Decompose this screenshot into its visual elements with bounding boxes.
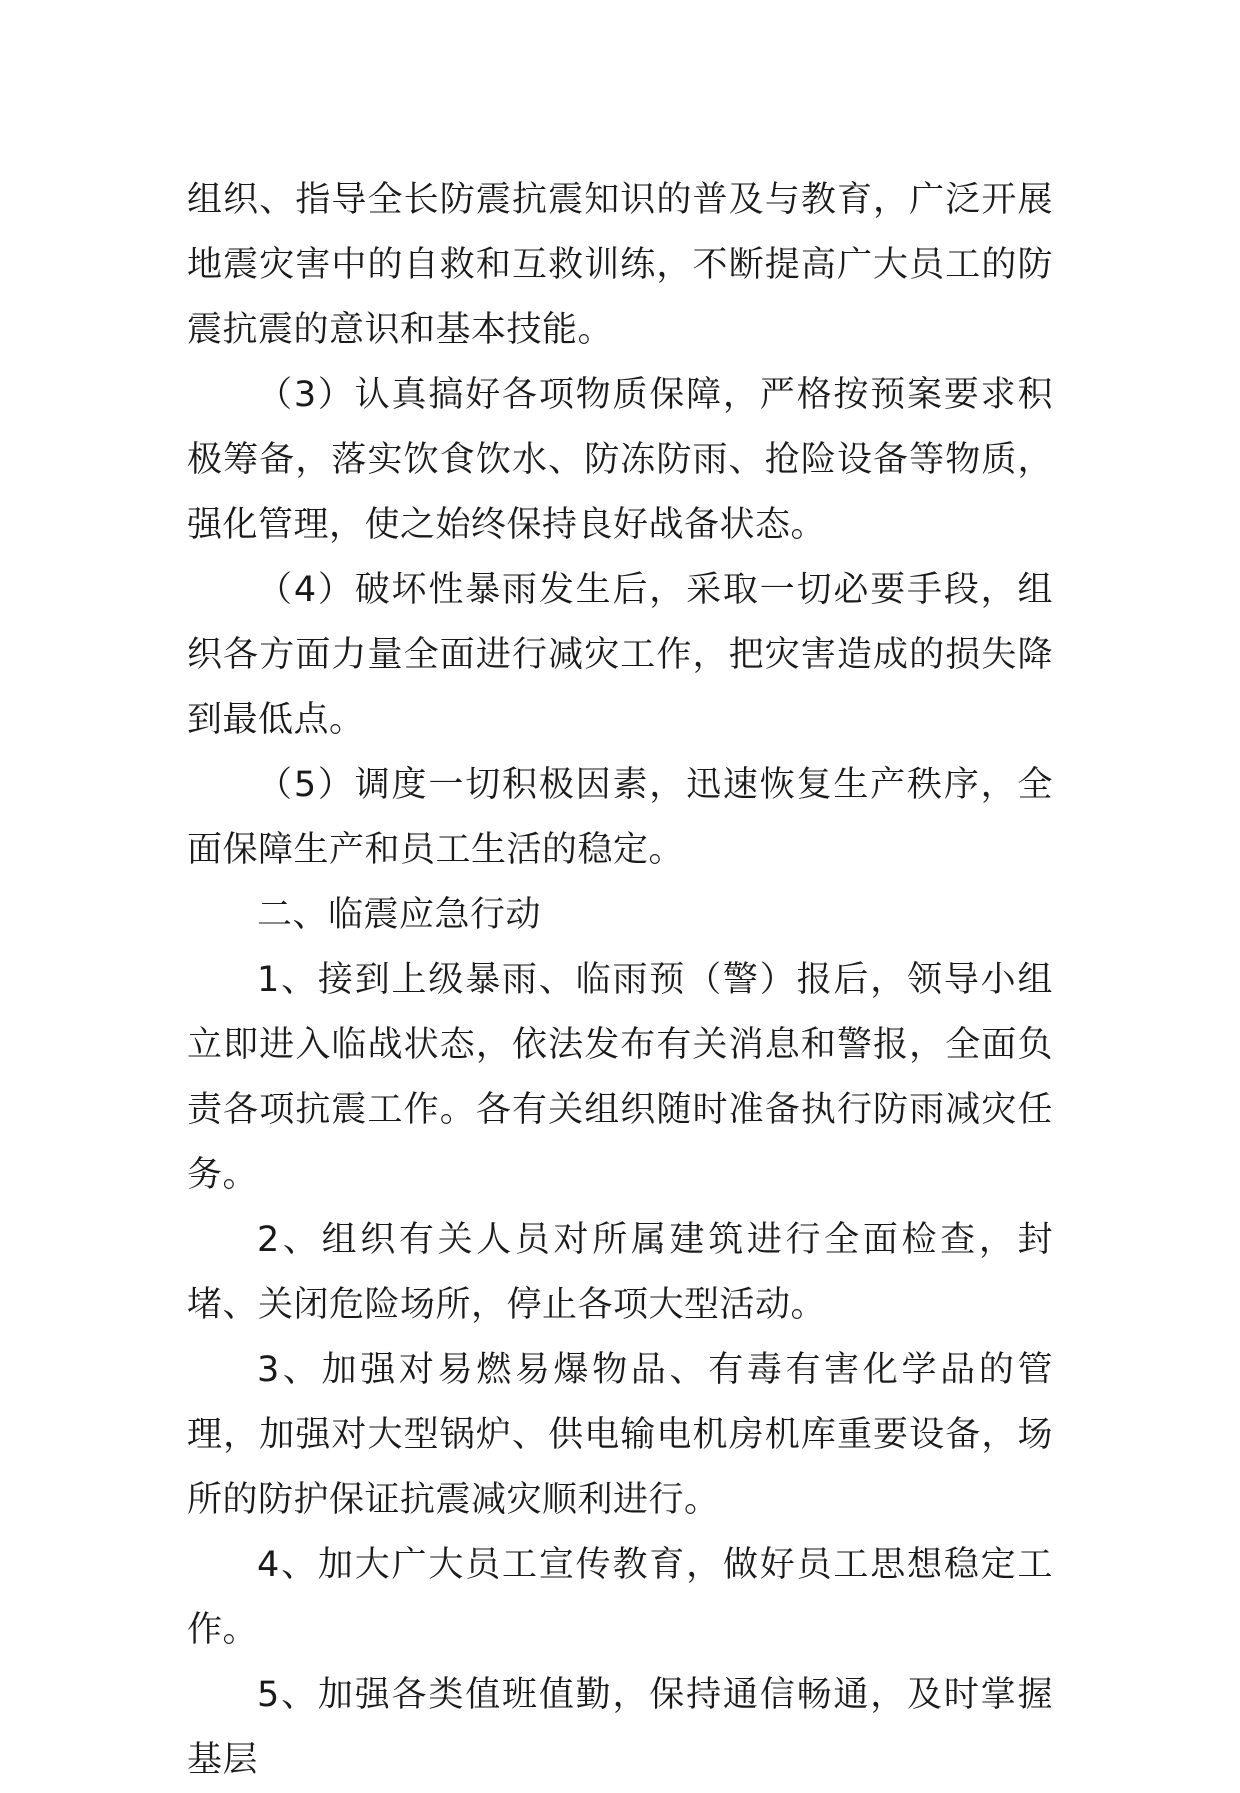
paragraph-item-5: （5）调度一切积极因素，迅速恢复生产秩序，全面保障生产和员工生活的稳定。 xyxy=(187,765,1053,870)
paragraph-item-4: （4）破坏性暴雨发生后，采取一切必要手段，组织各方面力量全面进行减灾工作，把灾害造成的损失降到最低点。 xyxy=(187,570,1053,740)
paragraph-step-2: 2、组织有关人员对所属建筑进行全面检查，封堵、关闭危险场所，停止各项大型活动。 xyxy=(187,1220,1053,1325)
document-page xyxy=(187,168,1053,1793)
paragraph-step-5: 5、加强各类值班值勤，保持通信畅通，及时掌握基层 xyxy=(187,1675,1053,1780)
section-heading: 二、临震应急行动 xyxy=(257,895,542,935)
paragraph-step-3: 3、加强对易燃易爆物品、有毒有害化学品的管理，加强对大型锅炉、供电输电机房机库重要设备，场所的防护保证抗震减灾顺利进行。 xyxy=(187,1350,1053,1520)
paragraph-step-4: 4、加大广大员工宣传教育，做好员工思想稳定工作。 xyxy=(187,1545,1053,1650)
paragraph-continuation: 组织、指导全长防震抗震知识的普及与教育，广泛开展地震灾害中的自救和互救训练，不断提高广大员工的防震抗震的意识和基本技能。 xyxy=(187,180,1053,350)
paragraph-step-1: 1、接到上级暴雨、临雨预（警）报后，领导小组立即进入临战状态，依法发布有关消息和警报，全面负责各项抗震工作。各有关组织随时准备执行防雨减灾任务。 xyxy=(187,960,1053,1195)
paragraph-item-3: （3）认真搞好各项物质保障，严格按预案要求积极筹备，落实饮食饮水、防冻防雨、抢险设备等物质，强化管理，使之始终保持良好战备状态。 xyxy=(187,375,1053,545)
